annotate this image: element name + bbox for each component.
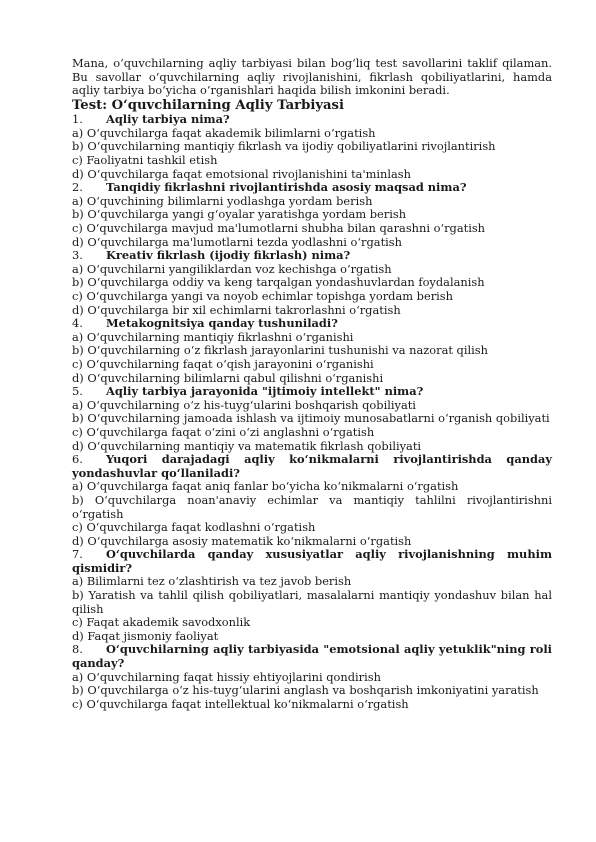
answer-option: b) O‘quvchilarga yangi g‘oyalar yaratishga yordam berish — [72, 207, 407, 222]
test-title: Test: O‘quvchilarning Aqliy Tarbiyasi — [72, 97, 344, 113]
question-text: O‘quvchilarda qanday xususiyatlar aqliy rivojlanishning muhim qismidir? — [72, 547, 552, 575]
answer-option: a) O‘quvchilarni yangiliklardan voz kechishga o‘rgatish — [72, 261, 392, 276]
question-text: Kreativ fikrlash (ijodiy fikrlash) nima? — [106, 248, 351, 263]
answer-option: d) O‘quvchilarning bilimlarni qabul qilishni o‘rganishi — [72, 370, 384, 385]
question-8 — [72, 643, 552, 670]
answer-option: a) O‘quvchilarning faqat hissiy ehtiyojlarini qondirish — [72, 669, 381, 684]
intro-paragraph: Mana, o‘quvchilarning aqliy tarbiyasi bilan bog‘liq test savollarini taklif qilaman. Bu savollar o‘quvchilarning aqliy rivojlanishini, fikrlash qobiliyatlarini, hamda aqliy tarbiya bo‘yicha o‘rganishlari haqida bilish imkonini beradi. — [72, 56, 552, 98]
answer-option: d) O‘quvchilarga ma'lumotlarni tezda yodlashni o‘rgatish — [72, 234, 402, 249]
question-number: 8. — [72, 642, 83, 657]
question-2 — [72, 181, 552, 195]
answer-option: d) O‘quvchilarga asosiy matematik ko‘nikmalarni o‘rgatish — [72, 533, 412, 548]
answer-option: c) Faoliyatni tashkil etish — [72, 153, 218, 168]
question-number: 7. — [72, 547, 83, 562]
answer-option: d) O‘quvchilarga bir xil echimlarni takrorlashni o‘rgatish — [72, 302, 401, 317]
question-text: Yuqori darajadagi aqliy ko‘nikmalarni rivojlantirishda qanday yondashuvlar qo‘llaniladi? — [72, 452, 552, 480]
question-text: Metakognitsiya qanday tushuniladi? — [106, 316, 338, 331]
question-number: 1. — [72, 112, 83, 127]
answer-option: c) O‘quvchilarning faqat o‘qish jarayonini o‘rganishi — [72, 356, 374, 371]
answer-option: b) O‘quvchilarga oddiy va keng tarqalgan yondashuvlardan foydalanish — [72, 275, 485, 290]
answer-option: a) O‘quvchilarga faqat akademik bilimlarni o‘rgatish — [72, 125, 376, 140]
answer-option: b) O‘quvchilarning o‘z fikrlash jarayonlarini tushunishi va nazorat qilish — [72, 343, 488, 358]
question-text: Aqliy tarbiya jarayonida "ijtimoiy intellekt" nima? — [106, 384, 424, 399]
question-6 — [72, 453, 552, 480]
question-5 — [72, 385, 552, 399]
answer-option: c) Faqat akademik savodxonlik — [72, 615, 251, 630]
document-page — [72, 57, 552, 711]
answer-option: d) O‘quvchilarning mantiqiy va matematik fikrlash qobiliyati — [72, 438, 422, 453]
answer-option: c) O‘quvchilarga mavjud ma'lumotlarni shubha bilan qarashni o‘rgatish — [72, 221, 486, 236]
answer-option: a) O‘quvchilarning mantiqiy fikrlashni o‘rganishi — [72, 329, 354, 344]
question-number: 5. — [72, 384, 83, 399]
answer-option: b) O‘quvchilarning mantiqiy fikrlash va ijodiy qobiliyatlarini rivojlantirish — [72, 139, 496, 154]
answer-option: c) O‘quvchilarga yangi va noyob echimlar topishga yordam berish — [72, 289, 453, 303]
answer-option: a) O‘quvchilarning o‘z his-tuyg‘ularini boshqarish qobiliyati — [72, 397, 416, 412]
question-1 — [72, 113, 552, 127]
answer-option: b) O‘quvchilarning jamoada ishlash va ijtimoiy munosabatlarni o‘rganish qobiliyati — [72, 411, 550, 426]
answer-option: b) O‘quvchilarga o‘z his-tuyg‘ularini anglash va boshqarish imkoniyatini yaratish — [72, 683, 539, 698]
answer-option: b) O‘quvchilarga noan'anaviy echimlar va mantiqiy tahlilni rivojlantirishni o‘rgatish — [72, 492, 552, 521]
answer-option: a) O‘quvchilarga faqat aniq fanlar bo‘yicha ko‘nikmalarni o‘rgatish — [72, 479, 459, 494]
question-text: Aqliy tarbiya nima? — [106, 112, 230, 127]
question-3 — [72, 249, 552, 263]
answer-option: d) O‘quvchilarga faqat emotsional rivojlanishini ta'minlash — [72, 166, 411, 181]
question-7 — [72, 548, 552, 575]
question-number: 4. — [72, 316, 83, 331]
question-text: O‘quvchilarning aqliy tarbiyasida "emotsional aqliy yetuklik"ning roli qanday? — [72, 642, 552, 671]
answer-option: c) O‘quvchilarga faqat kodlashni o‘rgatish — [72, 520, 316, 535]
question-number: 3. — [72, 248, 83, 263]
question-list — [72, 113, 552, 711]
answer-option: b) Yaratish va tahlil qilish qobiliyatlari, masalalarni mantiqiy yondashuv bilan hal qilish — [72, 588, 552, 616]
answer-option: d) Faqat jismoniy faoliyat — [72, 628, 219, 643]
answer-option: c) O‘quvchilarga faqat o‘zini o‘zi anglashni o‘rgatish — [72, 424, 375, 439]
answer-option: c) O‘quvchilarga faqat intellektual ko‘nikmalarni o‘rgatish — [72, 696, 409, 711]
answer-option: a) O‘quvchining bilimlarni yodlashga yordam berish — [72, 193, 373, 208]
question-number: 2. — [72, 180, 83, 195]
answer-option: a) Bilimlarni tez o‘zlashtirish va tez javob berish — [72, 574, 352, 589]
question-4 — [72, 317, 552, 331]
question-number: 6. — [72, 452, 83, 467]
question-text: Tanqidiy fikrlashni rivojlantirishda asosiy maqsad nima? — [106, 180, 467, 195]
